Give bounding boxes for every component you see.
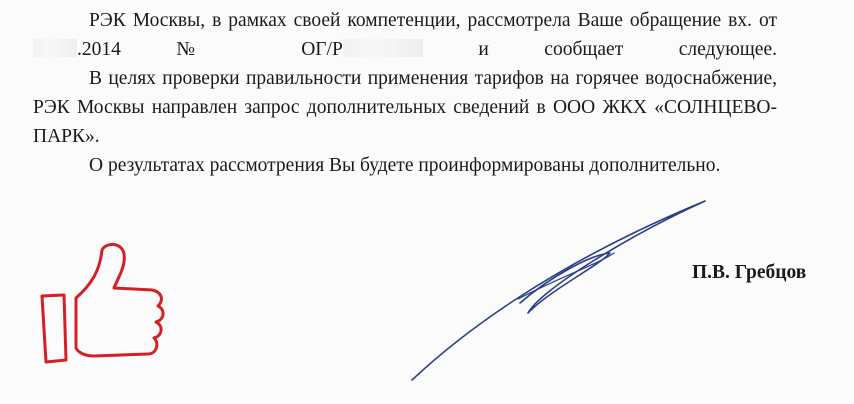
- letter-body: [33, 6, 777, 180]
- paragraph-2: В целях проверки правильности применения тарифов на горячее водоснабжение, РЭК Москвы направлен запрос дополнительных сведений в ООО ЖКХ «СОЛНЦЕВО-ПАРК».: [33, 68, 777, 147]
- paragraph-1-number: .2014 № ОГ/Р: [77, 39, 343, 60]
- paragraph-3: О результатах рассмотрения Вы будете проинформированы дополнительно.: [89, 155, 721, 176]
- thumbs-up-icon: [30, 240, 170, 370]
- signer-name: П.В. Гребцов: [692, 262, 807, 283]
- redacted-number: [343, 39, 423, 57]
- paragraph-1-start: РЭК Москвы, в рамках своей компетенции, рассмотрела Ваше обращение вх. от: [89, 10, 777, 31]
- redacted-date: [33, 39, 77, 57]
- paragraph-1-end: и сообщает следующее.: [422, 39, 777, 60]
- paragraph-1: [33, 6, 777, 64]
- handwritten-signature: [400, 195, 720, 395]
